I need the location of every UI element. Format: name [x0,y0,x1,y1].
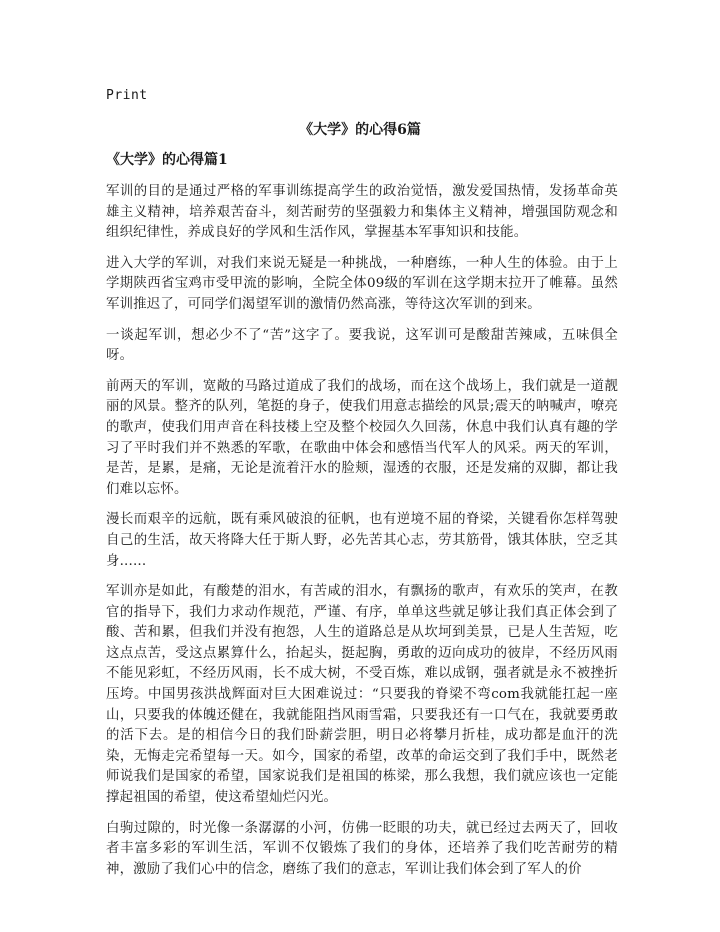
paragraph: 军训亦是如此，有酸楚的泪水，有苦咸的泪水，有飘扬的歌声，有欢乐的笑声，在教官的指导下，我们力求动作规范，严谨、有序，单单这些就足够让我们真正体会到了酸、苦和累，但我们并没有抱怨，人生的道路总是从坎坷到美景，已是人生苦短，吃这点点苦，受这点累算什么，抬起头，挺起胸，勇敢的迈向成功的彼岸，不经历风雨不能见彩虹，不经历风雨，长不成大树，不受百炼，难以成钢，强者就是永不被挫折压垮。中国男孩洪战辉面对巨大困难说过：“只要我的脊梁不弯com我就能扛起一座山，只要我的体魄还健在，我就能阻挡风雨雪霜，只要我还有一口气在，我就要勇敢的活下去。是的相信今日的我们卧薪尝胆，明日必将攀月折桂，成功都是血汗的洗染，无悔走完希望每一天。如今，国家的希望，改革的命运交到了我们手中，既然老师说我们是国家的希望，国家说我们是祖国的栋梁，那么我想，我们就应该也一定能撑起祖国的希望，使这希望灿烂闪光。 [106,584,618,806]
paragraph: 一谈起军训，想必少不了“苦”这字了。要我说，这军训可是酸甜苦辣咸，五味俱全呀。 [106,327,618,364]
paragraph: 白驹过隙的，时光像一条潺潺的小河，仿佛一眨眼的功夫，就已经过去两天了，回收者丰富多彩的军训生活，军训不仅锻炼了我们的身体，还培养了我们吃苦耐劳的精神，激励了我们心中的信念，磨练了我们的意志，军训让我们体会到了军人的价 [106,820,618,877]
paragraph: 进入大学的军训，对我们来说无疑是一种挑战，一种磨练，一种人生的体验。由于上学期陕西省宝鸡市受甲流的影响，全院全体09级的军训在这学期末拉开了帷幕。虽然军训推迟了，可同学们渴望军训的激情仍然高涨，等待这次军训的到来。 [106,255,618,312]
document-body [106,151,618,890]
section-title: 《大学》的心得篇1 [106,152,228,168]
document-title: 《大学》的心得6篇 [299,122,421,138]
paragraph: 军训的目的是通过严格的军事训练提高学生的政治觉悟，激发爱国热情，发扬革命英雄主义精神，培养艰苦奋斗，刻苦耐劳的坚强毅力和集体主义精神，增强国防观念和组织纪律性，养成良好的学风和生活作风，掌握基本军事知识和技能。 [106,184,618,241]
print-label: Print [106,88,148,103]
paragraph: 前两天的军训，宽敞的马路过道成了我们的战场，而在这个战场上，我们就是一道靓丽的风景。整齐的队列，笔挺的身子，使我们用意志描绘的风景;震天的呐喊声，嘹亮的歌声，使我们用声音在科技楼上空及整个校园久久回荡，休息中我们认真有趣的学习了平时我们并不熟悉的军歌，在歌曲中体会和感悟当代军人的风采。两天的军训，是苦，是累，是痛，无论是流着汗水的脸颊，湿透的衣服，还是发痛的双脚，都让我们难以忘怀。 [106,378,618,497]
paragraph: 漫长而艰辛的远航，既有乘风破浪的征帆，也有逆境不屈的脊梁，关键看你怎样驾驶自己的生活，故天将降大任于斯人野，必先苦其心志，劳其筋骨，饿其体肤，空乏其身...... [106,512,618,569]
